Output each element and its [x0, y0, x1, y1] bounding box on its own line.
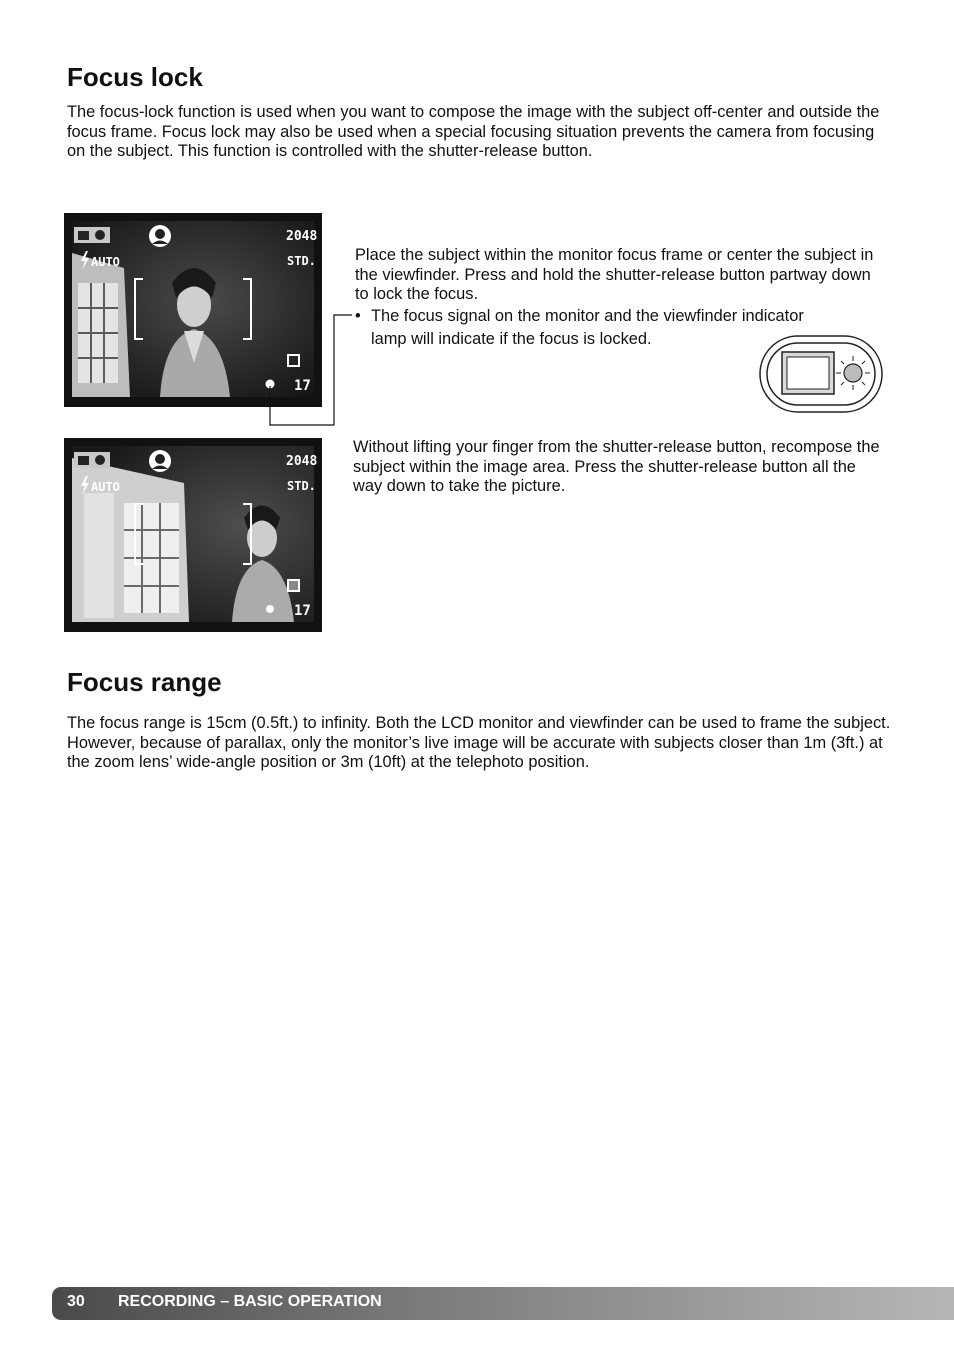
camera-portrait-mode-icon: [74, 452, 110, 468]
portrait-subject-icon: [149, 225, 171, 247]
resolution-indicator: 2048: [286, 454, 318, 469]
focus-signal-icon: [266, 380, 275, 389]
monitor-image-subject-centered: [64, 213, 322, 407]
step1-paragraph: Place the subject within the monitor focus frame or center the subject in the viewfinder. Press and hold the shutter-release button partway down to lock the focus.: [355, 246, 874, 303]
focus-signal-icon: [266, 605, 275, 614]
section-title-focus-range: Focus range: [67, 667, 222, 697]
resolution-indicator: 2048: [286, 229, 318, 244]
bullet-line-1: The focus signal on the monitor and the viewfinder indicator: [371, 307, 804, 325]
frame-counter: 17: [294, 378, 311, 394]
viewfinder-indicator-lamp-icon: [758, 334, 884, 414]
portrait-subject-icon: [149, 450, 171, 472]
bullet-mark: •: [355, 307, 361, 325]
flash-mode-indicator: AUTO: [91, 480, 120, 494]
flash-mode-indicator: AUTO: [91, 255, 120, 269]
page-number: 30: [67, 1293, 85, 1310]
single-frame-icon: [288, 580, 299, 591]
quality-indicator: STD.: [287, 254, 316, 268]
monitor-image-subject-recomposed: [64, 438, 322, 632]
focus-range-paragraph: The focus range is 15cm (0.5ft.) to infinity. Both the LCD monitor and viewfinder can be used to frame the subject. However, because of parallax, only the monitor’s live image will be accurate with subjects closer than 1m (3ft.) at the zoom lens’ wide-angle position or 3m (10ft) at the telephoto position.: [67, 714, 891, 771]
frame-counter: 17: [294, 603, 311, 619]
bullet-line-2: lamp will indicate if the focus is locked.: [371, 329, 652, 348]
focus-lock-intro-paragraph: The focus-lock function is used when you want to compose the image with the subject off-center and outside the focus frame. Focus lock may also be used when a special focusing situation prevents the camera from focusing on the subject. This function is controlled with the shutter-release button.: [67, 103, 880, 160]
section-title-focus-lock: Focus lock: [67, 62, 203, 92]
quality-indicator: STD.: [287, 479, 316, 493]
step2-paragraph: Without lifting your finger from the shutter-release button, recompose the subject within the image area. Press the shutter-release button all the way down to take the picture.: [353, 438, 880, 495]
footer-section-label: RECORDING – BASIC OPERATION: [118, 1293, 382, 1310]
camera-portrait-mode-icon: [74, 227, 110, 243]
